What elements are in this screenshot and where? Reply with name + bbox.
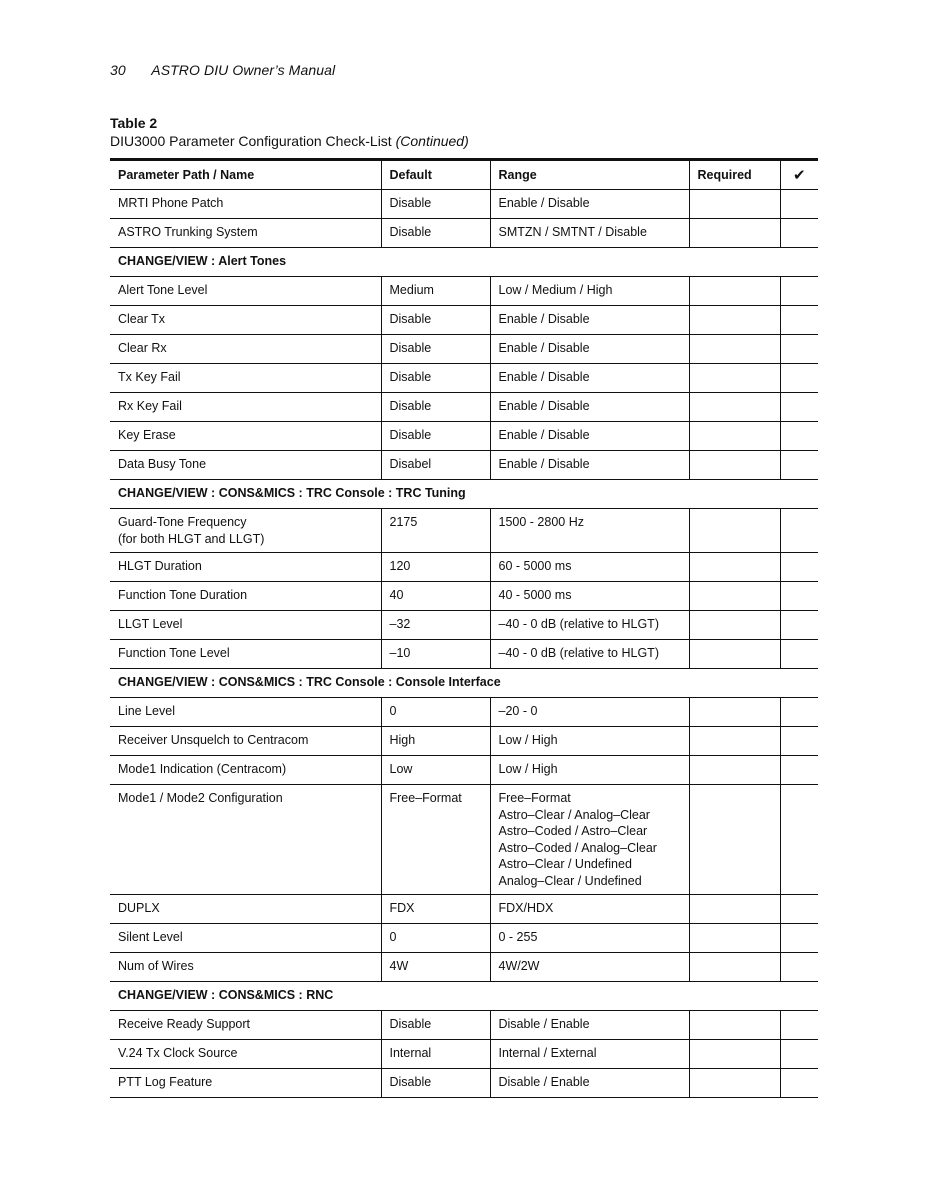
table-row [110, 924, 818, 953]
range-cell: Enable / Disable [490, 422, 689, 451]
table-row [110, 277, 818, 306]
check-cell [780, 1069, 818, 1098]
required-cell [689, 364, 780, 393]
default-value-cell: Disable [381, 335, 490, 364]
parameter-name-cell: Key Erase [110, 422, 381, 451]
default-value-cell: 4W [381, 953, 490, 982]
table-row [110, 1011, 818, 1040]
check-cell [780, 422, 818, 451]
table-row [110, 451, 818, 480]
parameter-name-cell: Function Tone Level [110, 640, 381, 669]
required-cell [689, 924, 780, 953]
table-row [110, 611, 818, 640]
column-header-parameter: Parameter Path / Name [110, 160, 381, 190]
page-header [110, 62, 335, 78]
column-header-check-icon: ✔ [780, 160, 818, 190]
default-value-cell: Medium [381, 277, 490, 306]
parameter-name-cell: V.24 Tx Clock Source [110, 1040, 381, 1069]
table-row [110, 335, 818, 364]
default-value-cell: 2175 [381, 509, 490, 553]
range-cell: Enable / Disable [490, 306, 689, 335]
table-row [110, 785, 818, 895]
required-cell [689, 640, 780, 669]
range-cell: SMTZN / SMTNT / Disable [490, 219, 689, 248]
range-cell: 0 - 255 [490, 924, 689, 953]
check-cell [780, 895, 818, 924]
section-title: CHANGE/VIEW : CONS&MICS : TRC Console : TRC Tuning [110, 480, 818, 509]
section-header-row [110, 982, 818, 1011]
range-cell: Internal / External [490, 1040, 689, 1069]
check-cell [780, 219, 818, 248]
table-row [110, 393, 818, 422]
default-value-cell: Disable [381, 190, 490, 219]
parameter-name-cell: LLGT Level [110, 611, 381, 640]
required-cell [689, 785, 780, 895]
required-cell [689, 727, 780, 756]
range-cell: Disable / Enable [490, 1011, 689, 1040]
table-header-row [110, 160, 818, 190]
check-cell [780, 611, 818, 640]
range-cell: –40 - 0 dB (relative to HLGT) [490, 611, 689, 640]
required-cell [689, 451, 780, 480]
table-title [110, 133, 469, 149]
required-cell [689, 611, 780, 640]
parameter-name-cell: MRTI Phone Patch [110, 190, 381, 219]
parameter-name-cell: Num of Wires [110, 953, 381, 982]
range-cell: Enable / Disable [490, 393, 689, 422]
default-value-cell: 0 [381, 924, 490, 953]
check-cell [780, 698, 818, 727]
check-cell [780, 1040, 818, 1069]
check-cell [780, 364, 818, 393]
check-cell [780, 640, 818, 669]
parameter-name-cell: HLGT Duration [110, 553, 381, 582]
table-title-text: DIU3000 Parameter Configuration Check-List [110, 133, 392, 149]
default-value-cell: Disable [381, 422, 490, 451]
default-value-cell: Disable [381, 1069, 490, 1098]
range-cell: Disable / Enable [490, 1069, 689, 1098]
table-row [110, 219, 818, 248]
parameter-name-cell: PTT Log Feature [110, 1069, 381, 1098]
check-cell [780, 553, 818, 582]
required-cell [689, 1011, 780, 1040]
default-value-cell: –32 [381, 611, 490, 640]
range-cell: 4W/2W [490, 953, 689, 982]
table-title-suffix: (Continued) [395, 133, 469, 149]
parameter-name-cell: Function Tone Duration [110, 582, 381, 611]
default-value-cell: FDX [381, 895, 490, 924]
required-cell [689, 335, 780, 364]
section-title: CHANGE/VIEW : Alert Tones [110, 248, 818, 277]
parameter-name-cell: Tx Key Fail [110, 364, 381, 393]
check-cell [780, 335, 818, 364]
default-value-cell: Disable [381, 393, 490, 422]
check-cell [780, 306, 818, 335]
range-cell: Low / High [490, 756, 689, 785]
required-cell [689, 582, 780, 611]
table-row [110, 727, 818, 756]
default-value-cell: Free–Format [381, 785, 490, 895]
section-title: CHANGE/VIEW : CONS&MICS : RNC [110, 982, 818, 1011]
column-header-default: Default [381, 160, 490, 190]
range-cell: 1500 - 2800 Hz [490, 509, 689, 553]
default-value-cell: 0 [381, 698, 490, 727]
range-cell: Enable / Disable [490, 190, 689, 219]
required-cell [689, 1069, 780, 1098]
default-value-cell: Low [381, 756, 490, 785]
parameter-name-cell: Mode1 Indication (Centracom) [110, 756, 381, 785]
check-cell [780, 727, 818, 756]
check-cell [780, 953, 818, 982]
required-cell [689, 393, 780, 422]
table-row [110, 953, 818, 982]
column-header-required: Required [689, 160, 780, 190]
check-cell [780, 509, 818, 553]
default-value-cell: Internal [381, 1040, 490, 1069]
parameter-name-cell: Data Busy Tone [110, 451, 381, 480]
table-row [110, 306, 818, 335]
range-cell: 60 - 5000 ms [490, 553, 689, 582]
parameter-checklist-table [110, 158, 818, 1098]
section-header-row [110, 480, 818, 509]
range-cell: Enable / Disable [490, 451, 689, 480]
default-value-cell: Disable [381, 306, 490, 335]
default-value-cell: High [381, 727, 490, 756]
parameter-name-cell: Alert Tone Level [110, 277, 381, 306]
parameter-name-cell: Receive Ready Support [110, 1011, 381, 1040]
column-header-range: Range [490, 160, 689, 190]
required-cell [689, 190, 780, 219]
required-cell [689, 509, 780, 553]
check-cell [780, 1011, 818, 1040]
default-value-cell: 40 [381, 582, 490, 611]
range-cell: FDX/HDX [490, 895, 689, 924]
range-cell: 40 - 5000 ms [490, 582, 689, 611]
range-cell: –40 - 0 dB (relative to HLGT) [490, 640, 689, 669]
default-value-cell: Disabel [381, 451, 490, 480]
parameter-name-cell: Clear Tx [110, 306, 381, 335]
parameter-name-cell: Clear Rx [110, 335, 381, 364]
parameter-name-cell: Silent Level [110, 924, 381, 953]
required-cell [689, 306, 780, 335]
required-cell [689, 1040, 780, 1069]
required-cell [689, 422, 780, 451]
section-title: CHANGE/VIEW : CONS&MICS : TRC Console : Console Interface [110, 669, 818, 698]
parameter-name-cell: DUPLX [110, 895, 381, 924]
table-row [110, 698, 818, 727]
check-cell [780, 785, 818, 895]
default-value-cell: Disable [381, 364, 490, 393]
range-cell: Free–Format Astro–Clear / Analog–Clear Astro–Coded / Astro–Clear Astro–Coded / Analog–Clear Astro–Clear / Undefined Analog–Clear / Undefined [490, 785, 689, 895]
parameter-name-cell: ASTRO Trunking System [110, 219, 381, 248]
parameter-name-cell: Receiver Unsquelch to Centracom [110, 727, 381, 756]
table-row [110, 422, 818, 451]
default-value-cell: Disable [381, 219, 490, 248]
check-cell [780, 756, 818, 785]
check-cell [780, 582, 818, 611]
parameter-name-cell: Guard-Tone Frequency (for both HLGT and LLGT) [110, 509, 381, 553]
required-cell [689, 953, 780, 982]
section-header-row [110, 669, 818, 698]
default-value-cell: Disable [381, 1011, 490, 1040]
table-row [110, 1040, 818, 1069]
table-row [110, 190, 818, 219]
check-cell [780, 393, 818, 422]
parameter-name-cell: Rx Key Fail [110, 393, 381, 422]
manual-title: ASTRO DIU Owner’s Manual [151, 62, 336, 78]
parameter-name-cell: Mode1 / Mode2 Configuration [110, 785, 381, 895]
range-cell: –20 - 0 [490, 698, 689, 727]
required-cell [689, 756, 780, 785]
table-caption [110, 114, 469, 150]
page-number: 30 [110, 62, 126, 78]
table-row [110, 582, 818, 611]
table-row [110, 1069, 818, 1098]
check-cell [780, 190, 818, 219]
default-value-cell: –10 [381, 640, 490, 669]
table-row [110, 895, 818, 924]
required-cell [689, 277, 780, 306]
required-cell [689, 553, 780, 582]
table-row [110, 756, 818, 785]
range-cell: Low / Medium / High [490, 277, 689, 306]
range-cell: Low / High [490, 727, 689, 756]
required-cell [689, 698, 780, 727]
parameter-name-cell: Line Level [110, 698, 381, 727]
default-value-cell: 120 [381, 553, 490, 582]
required-cell [689, 219, 780, 248]
section-header-row [110, 248, 818, 277]
check-cell [780, 924, 818, 953]
check-cell [780, 277, 818, 306]
check-cell [780, 451, 818, 480]
table-row [110, 364, 818, 393]
table-row [110, 640, 818, 669]
table-label: Table 2 [110, 115, 158, 131]
table-row [110, 509, 818, 553]
table-body [110, 190, 818, 1098]
table-row [110, 553, 818, 582]
required-cell [689, 895, 780, 924]
range-cell: Enable / Disable [490, 364, 689, 393]
range-cell: Enable / Disable [490, 335, 689, 364]
